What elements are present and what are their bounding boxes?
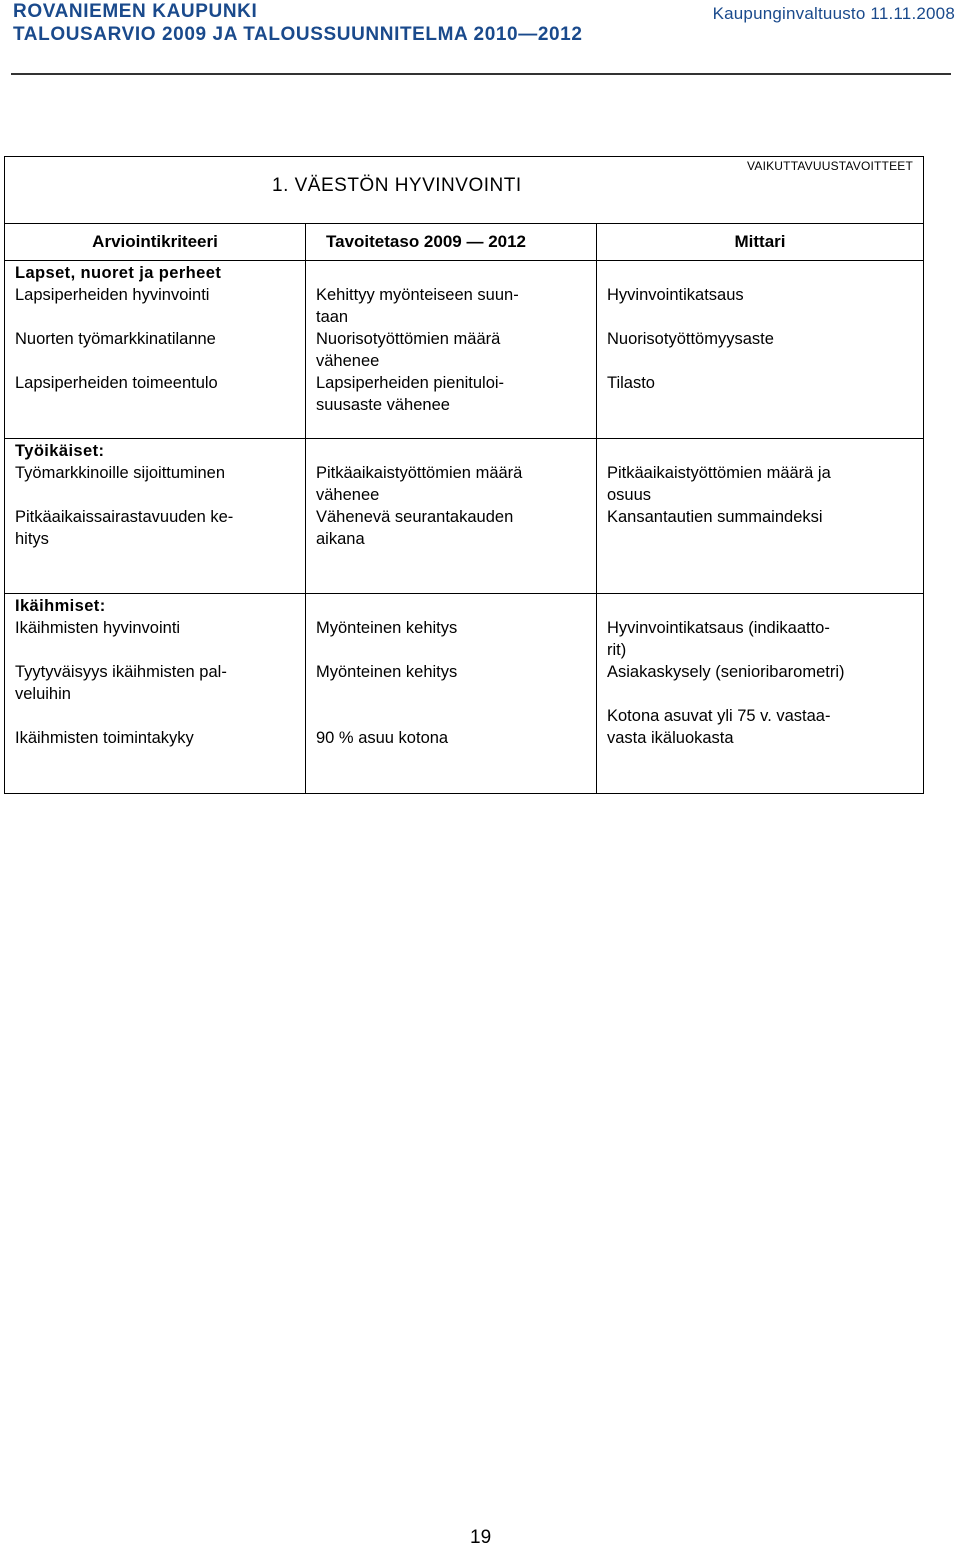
target-item: aikana <box>316 530 365 548</box>
target-item: Myönteinen kehitys <box>316 619 458 637</box>
target-item: Kehittyy myönteiseen suun- <box>316 286 519 304</box>
group-heading: Työikäiset: <box>15 442 105 460</box>
meter-item: Kotona asuvat yli 75 v. vastaa- <box>607 707 831 725</box>
target-cell <box>306 261 597 439</box>
target-item: suusaste vähenee <box>316 396 450 414</box>
table-row <box>5 439 924 594</box>
criteria-item: Lapsiperheiden toimeentulo <box>15 374 218 392</box>
criteria-item: hitys <box>15 530 49 548</box>
section-title-cell <box>5 157 924 224</box>
criteria-cell <box>5 594 306 794</box>
criteria-item: Pitkäaikaissairastavuuden ke- <box>15 508 234 526</box>
council-date: Kaupunginvaltuusto 11.11.2008 <box>712 4 955 23</box>
group-heading: Lapset, nuoret ja perheet <box>15 264 222 282</box>
target-cell <box>306 439 597 594</box>
criteria-item: Lapsiperheiden hyvinvointi <box>15 286 210 304</box>
target-item: vähenee <box>316 486 380 504</box>
target-cell <box>306 594 597 794</box>
target-item: Pitkäaikaistyöttömien määrä <box>316 464 523 482</box>
target-item: Lapsiperheiden pienituloi- <box>316 374 505 392</box>
table-row <box>5 261 924 439</box>
criteria-cell <box>5 439 306 594</box>
meter-item: Hyvinvointikatsaus (indikaatto- <box>607 619 830 637</box>
target-item: taan <box>316 308 349 326</box>
meter-item: Hyvinvointikatsaus <box>607 286 744 304</box>
criteria-item: Ikäihmisten hyvinvointi <box>15 619 181 637</box>
meter-item: vasta ikäluokasta <box>607 729 734 747</box>
meter-item: rit) <box>607 641 627 659</box>
meter-item: Tilasto <box>607 374 655 392</box>
target-item: Nuorisotyöttömien määrä <box>316 330 501 348</box>
criteria-item: veluihin <box>15 685 71 703</box>
page-number: 19 <box>470 1527 492 1548</box>
criteria-cell <box>5 261 306 439</box>
column-header-meter: Mittari <box>597 224 924 261</box>
meter-item: Kansantautien summaindeksi <box>607 508 823 526</box>
meter-item: osuus <box>607 486 652 504</box>
criteria-item: Ikäihmisten toimintakyky <box>15 729 194 747</box>
criteria-item: Työmarkkinoille sijoittuminen <box>15 464 225 482</box>
meter-cell <box>597 594 924 794</box>
section-title: 1. VÄESTÖN HYVINVOINTI <box>272 175 522 196</box>
header-divider <box>11 73 951 75</box>
group-heading: Ikäihmiset: <box>15 597 106 615</box>
meter-item: Asiakaskysely (senioribarometri) <box>607 663 845 681</box>
organization-name: ROVANIEMEN KAUPUNKI <box>13 1 258 22</box>
table-row <box>5 594 924 794</box>
meter-cell <box>597 261 924 439</box>
criteria-item: Nuorten työmarkkinatilanne <box>15 330 216 348</box>
target-item: vähenee <box>316 352 380 370</box>
meter-item: Nuorisotyöttömyysaste <box>607 330 774 348</box>
budget-title: TALOUSARVIO 2009 JA TALOUSSUUNNITELMA 2010—2012 <box>13 24 583 45</box>
meter-item: Pitkäaikaistyöttömien määrä ja <box>607 464 831 482</box>
target-item: Myönteinen kehitys <box>316 663 458 681</box>
target-item: Vähenevä seurantakauden <box>316 508 514 526</box>
column-header-criteria: Arviointikriteeri <box>5 224 306 261</box>
target-item: 90 % asuu kotona <box>316 729 449 747</box>
column-header-target: Tavoitetaso 2009 — 2012 <box>306 224 597 261</box>
section-label: VAIKUTTAVUUSTAVOITTEET <box>747 159 914 173</box>
objectives-table <box>4 156 923 794</box>
criteria-item: Tyytyväisyys ikäihmisten pal- <box>15 663 227 681</box>
meter-cell <box>597 439 924 594</box>
